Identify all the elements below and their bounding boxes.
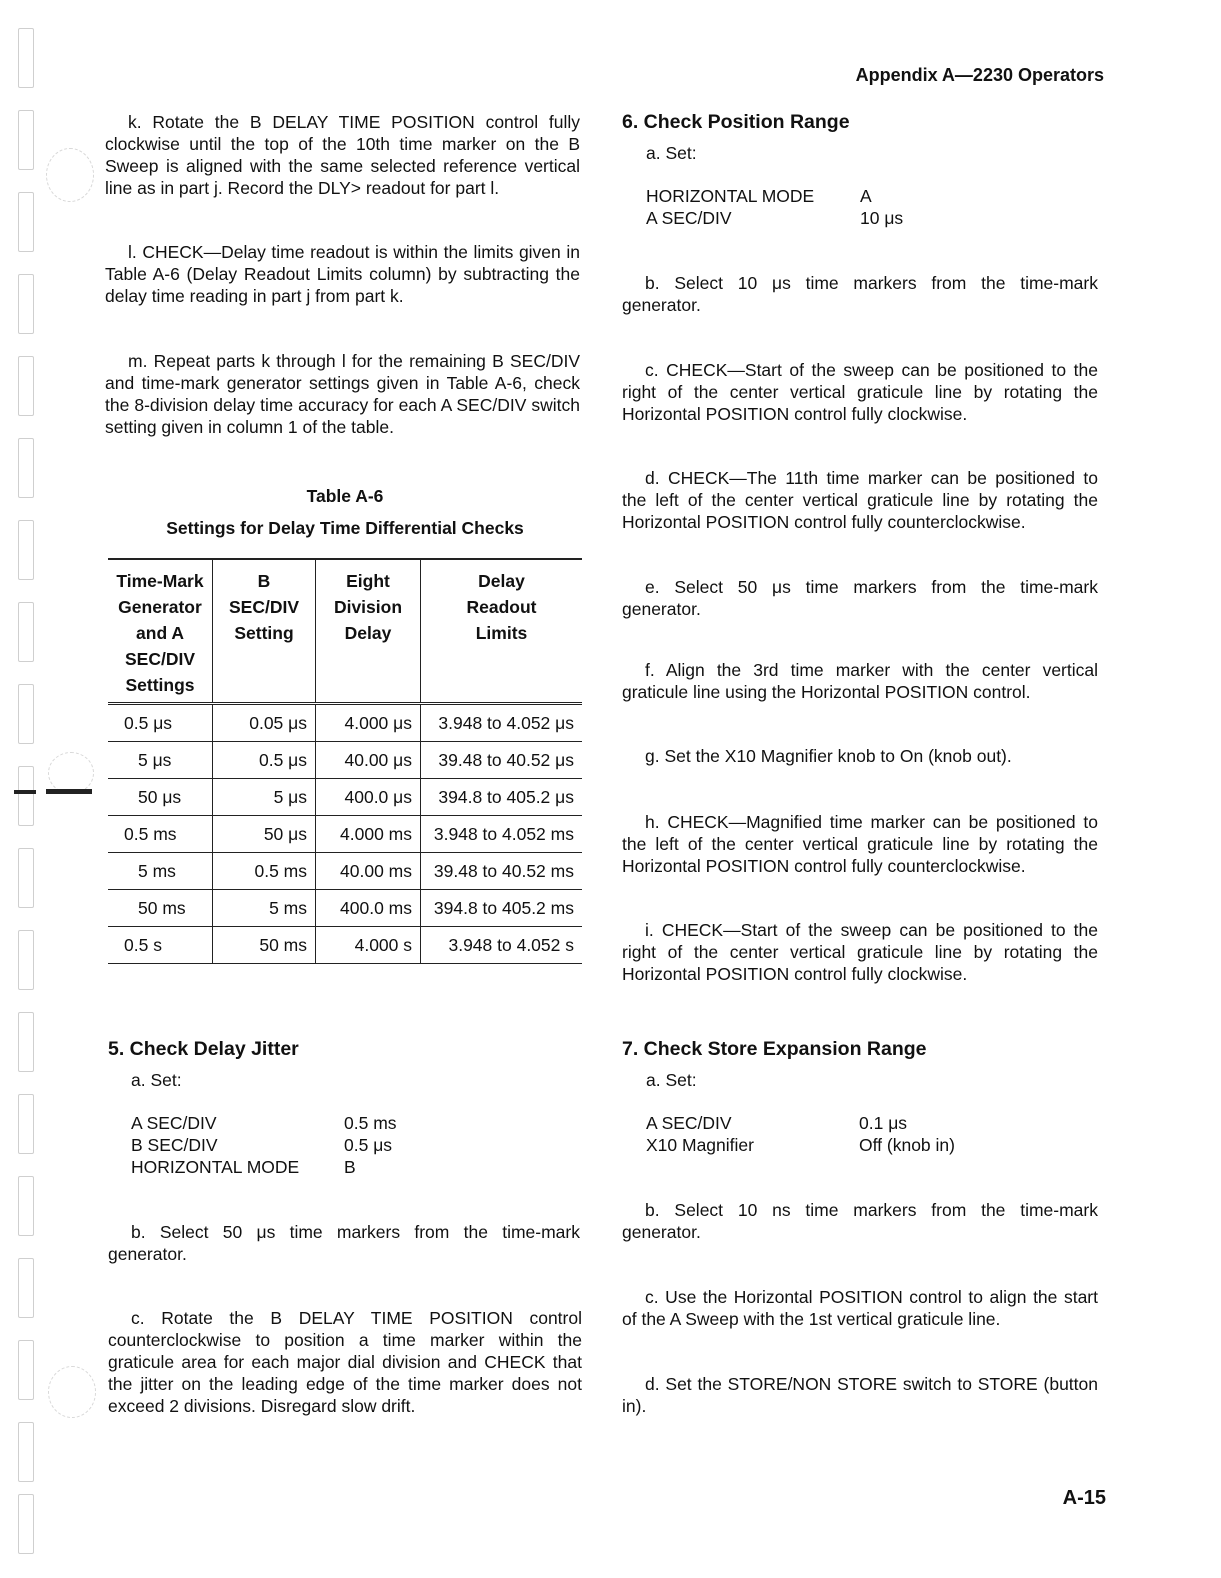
table-cell: 50 μs: [108, 779, 213, 816]
table-cell: 5 ms: [108, 853, 213, 890]
table-cell: 0.5 s: [108, 927, 213, 964]
binder-slot: [18, 1494, 34, 1554]
header-line: Division: [333, 597, 403, 617]
binder-slot: [18, 1340, 34, 1400]
setting-name: A SEC/DIV: [646, 208, 732, 228]
table-cell: 3.948 to 4.052 ms: [421, 816, 583, 853]
column-header: [108, 559, 213, 704]
table-cell: 394.8 to 405.2 μs: [421, 779, 583, 816]
binder-slot: [18, 438, 34, 498]
binder-slot: [18, 1422, 34, 1482]
table-cell: 50 ms: [213, 927, 316, 964]
table-cell: 0.5 μs: [213, 742, 316, 779]
section-7-step-c: c. Use the Horizontal POSITION control to align the start of the A Sweep with the 1st vertical graticule line.: [622, 1287, 1098, 1329]
section-6-step-b: b. Select 10 μs time markers from the time-mark generator.: [622, 273, 1098, 315]
setting-row: [131, 1156, 431, 1178]
setting-row: [646, 1134, 966, 1156]
section-6-heading: 6. Check Position Range: [622, 111, 850, 133]
table-row: [108, 779, 582, 816]
section-6-set-label: a. Set:: [646, 143, 697, 163]
setting-value: 0.5 μs: [344, 1135, 393, 1155]
delay-settings-table: [108, 558, 582, 964]
table-row: [108, 927, 582, 964]
table-header-row: [108, 559, 582, 704]
section-6-step-g: g. Set the X10 Magnifier knob to On (knob out).: [645, 746, 1012, 766]
header-line: SEC/DIV: [124, 649, 196, 669]
binder-mark: [14, 790, 36, 794]
setting-row: [646, 185, 946, 207]
setting-name: HORIZONTAL MODE: [646, 186, 815, 206]
setting-name: B SEC/DIV: [131, 1135, 218, 1155]
binder-slot: [18, 274, 34, 334]
binder-slot: [18, 1012, 34, 1072]
table-cell: 0.05 μs: [213, 704, 316, 742]
binder-slot: [18, 1094, 34, 1154]
section-5-step-b: b. Select 50 μs time markers from the time-mark generator.: [108, 1222, 580, 1264]
section-7-step-b: b. Select 10 ns time markers from the time-mark generator.: [622, 1200, 1098, 1242]
table-cell: 400.0 μs: [316, 779, 421, 816]
binder-slot: [18, 930, 34, 990]
table-cell: 3.948 to 4.052 μs: [421, 704, 583, 742]
binder-edge: [14, 28, 40, 1548]
section-6-step-f: f. Align the 3rd time marker with the center vertical graticule line using the Horizontal POSITION control.: [622, 660, 1098, 702]
punch-mark: [46, 789, 92, 794]
column-header: [316, 559, 421, 704]
binder-slot: [18, 602, 34, 662]
table-cell: 39.48 to 40.52 μs: [421, 742, 583, 779]
step-l: l. CHECK—Delay time readout is within the limits given in Table A-6 (Delay Readout Limits column) by subtracting the delay time reading in part j from part k.: [105, 242, 580, 306]
table-row: [108, 890, 582, 927]
table-cell: 4.000 μs: [316, 704, 421, 742]
header-line: Delay: [478, 571, 525, 591]
section-6-step-h: h. CHECK—Magnified time marker can be positioned to the left of the center vertical graticule line by rotating the Horizontal POSITION control fully counterclockwise.: [622, 812, 1098, 876]
punch-hole: [46, 148, 94, 202]
table-cell: 4.000 ms: [316, 816, 421, 853]
setting-row: [131, 1112, 431, 1134]
table-cell: 394.8 to 405.2 ms: [421, 890, 583, 927]
step-k: k. Rotate the B DELAY TIME POSITION control fully clockwise until the top of the 10th time marker on the B Sweep is aligned with the same selected reference vertical line as in part j. Record the DLY> readout for part l.: [105, 112, 580, 198]
binder-slot: [18, 520, 34, 580]
section-7-step-d: d. Set the STORE/NON STORE switch to STORE (button in).: [622, 1374, 1098, 1416]
section-5-heading: 5. Check Delay Jitter: [108, 1038, 299, 1060]
setting-value: Off (knob in): [859, 1135, 955, 1155]
setting-value: B: [344, 1157, 356, 1177]
table-subtitle: Settings for Delay Time Differential Checks: [166, 518, 524, 538]
section-5-settings: [131, 1112, 431, 1178]
header-line: Eight: [346, 571, 390, 591]
table-cell: 0.5 ms: [108, 816, 213, 853]
binder-slot: [18, 1258, 34, 1318]
header-line: Settings: [125, 675, 195, 695]
table-title: Table A-6: [306, 486, 384, 506]
table-row: [108, 816, 582, 853]
section-6-step-c: c. CHECK—Start of the sweep can be positioned to the right of the center vertical graticule line by rotating the Horizontal POSITION control fully clockwise.: [622, 360, 1098, 424]
setting-name: HORIZONTAL MODE: [131, 1157, 300, 1177]
punch-hole: [48, 1366, 96, 1418]
header-line: Delay: [344, 623, 392, 643]
setting-name: A SEC/DIV: [646, 1113, 732, 1133]
header-line: Time-Mark: [116, 571, 204, 591]
table-cell: 4.000 s: [316, 927, 421, 964]
step-m: m. Repeat parts k through l for the remaining B SEC/DIV and time-mark generator settings given in Table A-6, check the 8-division delay time accuracy for each A SEC/DIV switch setting given in column 1 of the table.: [105, 351, 580, 437]
setting-value: 10 μs: [860, 208, 904, 228]
table-cell: 39.48 to 40.52 ms: [421, 853, 583, 890]
table-cell: 3.948 to 4.052 s: [421, 927, 583, 964]
binder-slot: [18, 356, 34, 416]
setting-row: [646, 1112, 966, 1134]
section-7-settings: [646, 1112, 966, 1156]
binder-slot: [18, 28, 34, 88]
header-line: and A: [136, 623, 184, 643]
column-header: [213, 559, 316, 704]
setting-row: [646, 207, 946, 229]
header-line: Generator: [118, 597, 202, 617]
table-cell: 0.5 μs: [108, 704, 213, 742]
table-cell: 5 μs: [213, 779, 316, 816]
header-line: SEC/DIV: [228, 597, 300, 617]
table-cell: 0.5 ms: [213, 853, 316, 890]
table-row: [108, 853, 582, 890]
section-6-step-e: e. Select 50 μs time markers from the time-mark generator.: [622, 577, 1098, 619]
table-cell: 400.0 ms: [316, 890, 421, 927]
binder-slot: [18, 1176, 34, 1236]
section-5-step-c: c. Rotate the B DELAY TIME POSITION control counterclockwise to position a time marker within the graticule area for each major dial division and CHECK that the jitter on the leading edge of the time marker does not exceed 2 divisions. Disregard slow drift.: [108, 1308, 582, 1416]
setting-row: [131, 1134, 431, 1156]
table-cell: 40.00 ms: [316, 853, 421, 890]
punch-hole: [48, 752, 94, 794]
binder-slot: [18, 848, 34, 908]
header-line: Setting: [234, 623, 294, 643]
table-cell: 5 μs: [108, 742, 213, 779]
header-line: Readout: [466, 597, 537, 617]
setting-name: X10 Magnifier: [646, 1135, 754, 1155]
section-7-set-label: a. Set:: [646, 1070, 697, 1090]
binder-slot: [18, 192, 34, 252]
setting-value: 0.1 μs: [859, 1113, 908, 1133]
section-6-step-i: i. CHECK—Start of the sweep can be positioned to the right of the center vertical graticule line by rotating the Horizontal POSITION control fully clockwise.: [622, 920, 1098, 984]
table-cell: 5 ms: [213, 890, 316, 927]
section-6-settings: [646, 185, 946, 229]
section-7-heading: 7. Check Store Expansion Range: [622, 1038, 927, 1060]
table-row: [108, 742, 582, 779]
setting-value: A: [860, 186, 872, 206]
setting-value: 0.5 ms: [344, 1113, 397, 1133]
binder-slot: [18, 684, 34, 744]
table-row: [108, 704, 582, 742]
binder-slot: [18, 110, 34, 170]
setting-name: A SEC/DIV: [131, 1113, 217, 1133]
header-line: Limits: [475, 623, 528, 643]
table-cell: 50 ms: [108, 890, 213, 927]
column-header: [421, 559, 583, 704]
section-5-set-label: a. Set:: [131, 1070, 182, 1090]
binder-slot: [18, 766, 34, 826]
section-6-step-d: d. CHECK—The 11th time marker can be positioned to the left of the center vertical graticule line by rotating the Horizontal POSITION control fully counterclockwise.: [622, 468, 1098, 532]
table-cell: 40.00 μs: [316, 742, 421, 779]
running-header: Appendix A—2230 Operators: [855, 65, 1104, 85]
table-cell: 50 μs: [213, 816, 316, 853]
header-line: B: [257, 571, 271, 591]
page-number: A-15: [1062, 1487, 1106, 1509]
